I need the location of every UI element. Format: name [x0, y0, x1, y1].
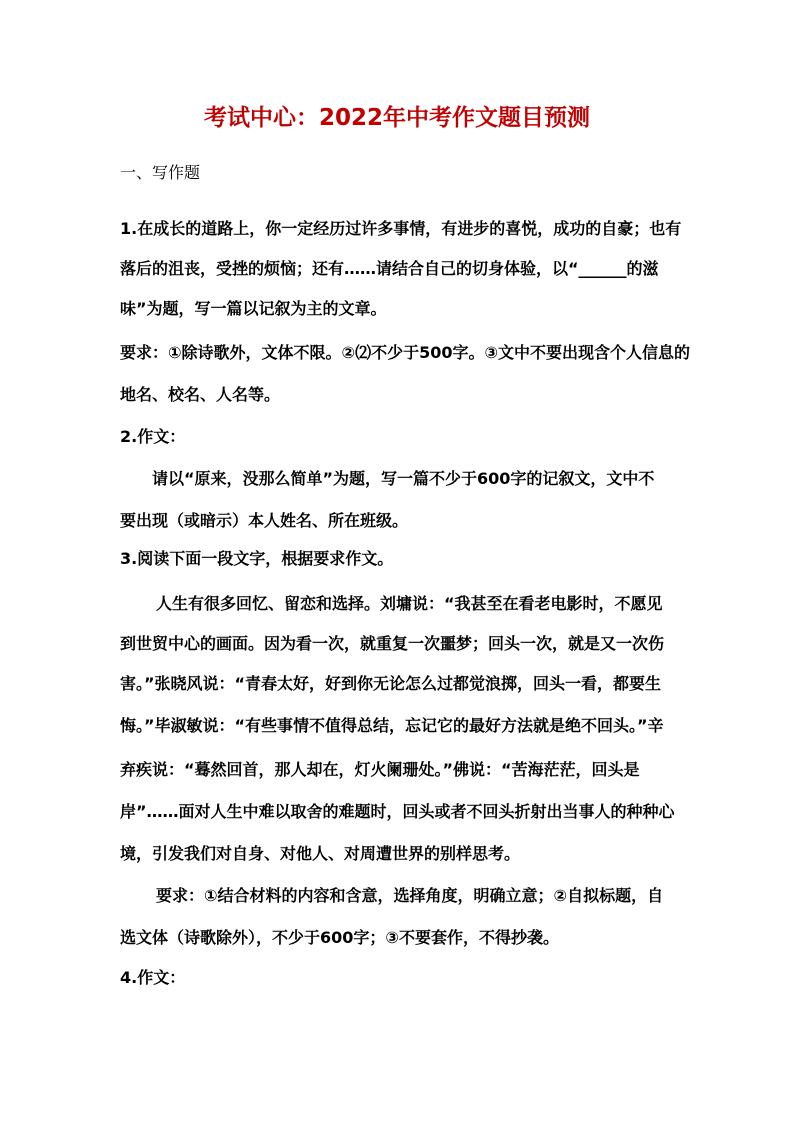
- q2-heading: 2.作文：: [120, 427, 186, 446]
- q2-line-1: 请以“原来，没那么简单”为题，写一篇不少于600字的记叙文，文中不: [152, 469, 655, 488]
- q3-requirement-1: 要求：①结合材料的内容和含意，选择角度，明确立意；②自拟标题，自: [156, 886, 664, 905]
- q1-requirement-2: 地名、校名、人名等。: [120, 385, 281, 404]
- q2-line-2: 要出现（或暗示）本人姓名、所在班级。: [120, 511, 409, 530]
- q3-paragraph-line-4: 悔。”毕淑敏说：“有些事情不值得总结，忘记它的最好方法就是绝不回头。”辛: [120, 716, 664, 735]
- q3-requirement-2: 选文体（诗歌除外），不少于600字；③不要套作，不得抄袭。: [120, 928, 559, 947]
- q3-paragraph-line-6: 岸”……面对人生中难以取舍的难题时，回头或者不回头折射出当事人的种种心: [120, 802, 675, 821]
- q1-requirement-1: 要求：①除诗歌外，文体不限。②⑵不少于500字。③文中不要出现含个人信息的: [120, 343, 691, 362]
- q3-paragraph-line-7: 境，引发我们对自身、对他人、对周遭世界的别样思考。: [120, 844, 521, 863]
- q3-heading: 3.阅读下面一段文字，根据要求作文。: [120, 549, 394, 568]
- q3-paragraph-line-5: 弃疾说：“蓦然回首，那人却在，灯火阑珊处。”佛说：“苦海茫茫，回头是: [120, 760, 640, 779]
- section-heading: 一、写作题: [120, 163, 201, 182]
- q3-paragraph-line-2: 到世贸中心的画面。因为看一次，就重复一次噩梦；回头一次，就是又一次伤: [120, 634, 665, 653]
- q1-line-3: 味”为题，写一篇以记叙为主的文章。: [120, 299, 387, 318]
- q3-paragraph-line-3: 害。”张晓风说：“青春太好，好到你无论怎么过都觉浪掷，回头一看，都要生: [120, 674, 662, 693]
- page-title: 考试中心：2022年中考作文题目预测: [203, 105, 590, 131]
- q1-line-2: 落后的沮丧，受挫的烦恼；还有……请结合自己的切身体验，以“______的滋: [120, 259, 659, 278]
- q4-heading: 4.作文：: [120, 968, 186, 987]
- q3-paragraph-line-1: 人生有很多回忆、留恋和选择。刘墉说：“我甚至在看老电影时，不愿见: [156, 594, 663, 613]
- q1-line-1: 1.在成长的道路上，你一定经历过许多事情，有进步的喜悦，成功的自豪；也有: [120, 219, 682, 238]
